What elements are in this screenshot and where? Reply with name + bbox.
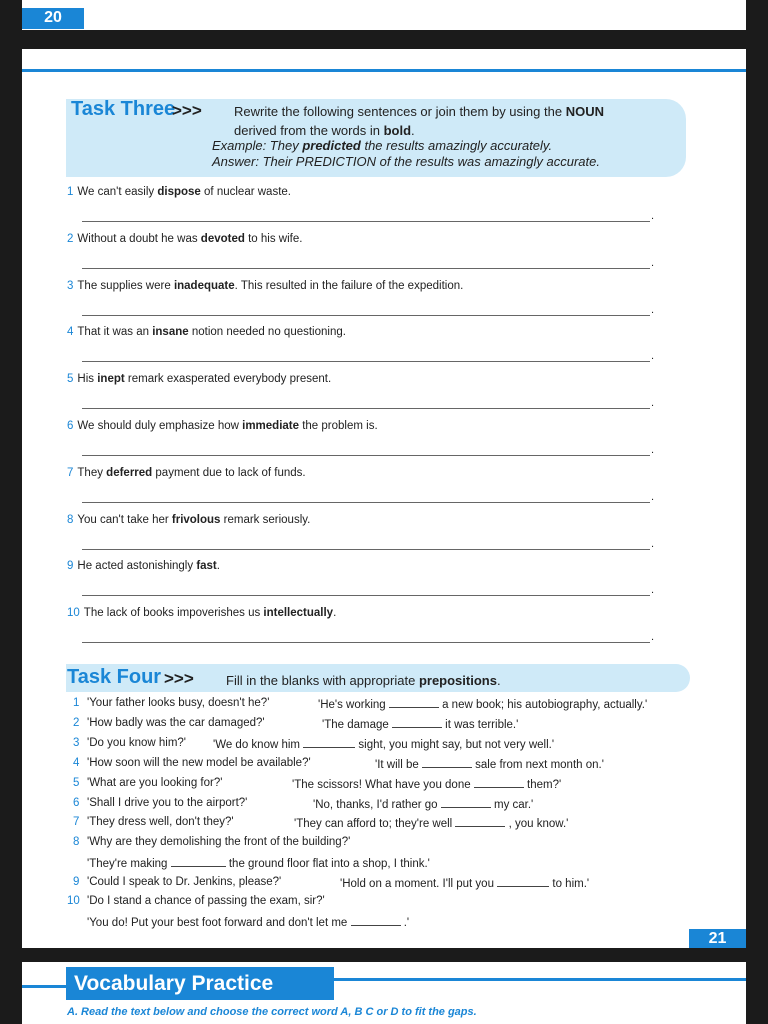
task-four-question: 'Your father looks busy, doesn't he?' <box>87 697 270 709</box>
task-four-response <box>294 816 568 830</box>
response-text-post: them?' <box>527 779 562 791</box>
task-three-item <box>67 233 302 245</box>
item-text-pre: The supplies were <box>77 279 174 292</box>
item-text-post: . This resulted in the failure of the expedition. <box>234 279 464 292</box>
response-text-pre: 'They're making <box>87 858 168 870</box>
task-three-item <box>67 420 378 432</box>
task-four-item-number: 9 <box>73 876 80 888</box>
page-number-main: 21 <box>689 929 746 948</box>
response-text-pre: 'He's working <box>318 699 386 711</box>
answer-line[interactable] <box>82 361 650 362</box>
answer-line-end: . <box>651 256 655 269</box>
task-three-title: Task Three <box>71 98 176 120</box>
answer-line[interactable] <box>82 315 650 316</box>
task-four-response <box>375 757 604 771</box>
task-four-response <box>318 697 647 711</box>
item-text-post: of nuclear waste. <box>200 186 291 198</box>
blank-gap[interactable] <box>389 697 439 708</box>
task-four-response <box>340 876 589 890</box>
response-text-pre: 'They can afford to; they're well <box>294 818 453 830</box>
task-three-item <box>67 186 291 198</box>
item-number: 7 <box>67 466 74 479</box>
item-number: 10 <box>67 607 80 620</box>
item-number: 4 <box>67 326 74 339</box>
task-three-answer: Answer: Their PREDICTION of the results was amazingly accurate. <box>212 154 600 169</box>
page-number-top: 20 <box>22 8 84 29</box>
blank-gap[interactable] <box>303 737 355 748</box>
item-text-pre: Without a doubt he was <box>77 232 201 245</box>
item-bold-word: intellectually <box>263 607 334 620</box>
answer-line-end: . <box>651 631 655 644</box>
item-text-pre: They <box>77 466 107 479</box>
task-four-response <box>87 856 430 870</box>
task-three-item <box>67 326 346 338</box>
blank-gap[interactable] <box>351 915 401 926</box>
answer-line-end: . <box>651 444 655 456</box>
item-text-post: the problem is. <box>299 420 378 432</box>
item-bold-word: immediate <box>242 420 300 432</box>
task-four-response <box>313 797 533 811</box>
blank-gap[interactable] <box>497 876 549 887</box>
item-bold-word: fast <box>196 560 217 573</box>
item-number: 1 <box>67 186 74 198</box>
task-four-item-number: 6 <box>73 797 80 809</box>
task-four-arrows: >>> <box>164 669 194 688</box>
item-text-post: . <box>333 607 337 620</box>
answer-line[interactable] <box>82 595 650 596</box>
task-three-item <box>67 514 310 526</box>
task-four-question: 'Why are they demolishing the front of the building?' <box>87 836 351 848</box>
response-text-post: it was terrible.' <box>445 719 519 731</box>
task-four-question: 'How badly was the car damaged?' <box>87 717 265 729</box>
answer-line[interactable] <box>82 221 650 222</box>
response-text-post: a new book; his autobiography, actually.' <box>442 699 648 711</box>
task-four-title: Task Four <box>67 666 162 688</box>
main-page <box>22 49 746 948</box>
response-text-pre: 'The damage <box>322 719 389 731</box>
task-four-question: 'What are you looking for?' <box>87 777 223 789</box>
response-text-post: the ground floor flat into a shop, I think.' <box>228 858 430 870</box>
task-three-item <box>67 607 336 619</box>
answer-line-end: . <box>651 490 655 503</box>
item-number: 2 <box>67 232 74 245</box>
task-three-item <box>67 467 306 479</box>
response-text-post: sale from next month on.' <box>475 759 604 771</box>
vocabulary-instruction: A. Read the text below and choose the correct word A, B C or D to fit the gaps. <box>67 1006 477 1018</box>
response-text-pre: 'You do! Put your best foot forward and don't let me <box>87 917 348 929</box>
item-text-pre: He acted astonishingly <box>77 560 197 573</box>
task-three-instruction-line2: derived from the words in bold. <box>234 123 415 138</box>
item-bold-word: dispose <box>157 186 201 198</box>
task-three-arrows: >>> <box>172 101 202 120</box>
blank-gap[interactable] <box>392 717 442 728</box>
response-text-pre: 'Hold on a moment. I'll put you <box>340 878 494 890</box>
task-four-question: 'Do you know him?' <box>87 737 186 749</box>
task-four-response <box>87 915 409 929</box>
item-text-post: . <box>216 560 220 573</box>
response-text-pre: 'We do know him <box>213 739 300 751</box>
task-four-instruction: Fill in the blanks with appropriate prepositions. <box>226 673 501 688</box>
item-text-pre: We can't easily <box>77 186 158 198</box>
task-four-item-number: 4 <box>73 757 80 769</box>
previous-page <box>22 0 746 30</box>
task-three-instruction-line1: Rewrite the following sentences or join them by using the NOUN <box>234 104 604 119</box>
item-text-post: remark seriously. <box>220 513 311 526</box>
response-text-post: , you know.' <box>508 818 569 830</box>
item-bold-word: insane <box>152 326 189 339</box>
answer-line-end: . <box>651 210 655 222</box>
task-four-item-number: 3 <box>73 737 80 749</box>
item-bold-word: deferred <box>106 466 153 479</box>
task-four-response <box>322 717 518 731</box>
item-text-post: to his wife. <box>244 232 303 245</box>
answer-line[interactable] <box>82 642 650 643</box>
response-text-pre: 'The scissors! What have you done <box>292 779 471 791</box>
answer-line[interactable] <box>82 549 650 550</box>
task-four-question: 'Do I stand a chance of passing the exam, sir?' <box>87 895 325 907</box>
item-text-pre: The lack of books impoverishes us <box>83 607 264 620</box>
item-text-post: notion needed no questioning. <box>188 326 346 339</box>
item-text-pre: You can't take her <box>77 513 172 526</box>
vocabulary-practice-title: Vocabulary Practice <box>66 967 334 1000</box>
task-three-item <box>67 560 220 572</box>
task-three-item <box>67 373 331 385</box>
response-text-pre: 'No, thanks, I'd rather go <box>313 799 438 811</box>
task-four-item-number: 8 <box>73 836 80 848</box>
item-text-post: payment due to lack of funds. <box>152 466 306 479</box>
item-bold-word: devoted <box>200 232 245 245</box>
task-four-item-number: 10 <box>67 895 80 907</box>
response-text-post: my car.' <box>493 799 534 811</box>
item-bold-word: frivolous <box>171 513 221 526</box>
task-four-question: 'They dress well, don't they?' <box>87 816 234 828</box>
task-three-example: Example: They predicted the results amazingly accurately. <box>212 138 553 153</box>
item-text-pre: That it was an <box>77 326 153 339</box>
blank-gap[interactable] <box>171 856 226 867</box>
response-text-post: to him.' <box>552 878 590 890</box>
item-text-post: remark exasperated everybody present. <box>124 373 332 386</box>
page-top-rule <box>22 69 746 72</box>
task-four-item-number: 5 <box>73 777 80 789</box>
answer-line[interactable] <box>82 268 650 269</box>
vocab-rule-left <box>22 985 66 988</box>
task-four-question: 'Shall I drive you to the airport?' <box>87 797 248 809</box>
answer-line[interactable] <box>82 408 650 409</box>
task-four-response <box>292 777 561 791</box>
blank-gap[interactable] <box>422 757 472 768</box>
item-text-pre: We should duly emphasize how <box>77 420 243 432</box>
answer-line[interactable] <box>82 502 650 503</box>
vocab-rule-right <box>334 978 746 981</box>
item-bold-word: inept <box>97 373 125 386</box>
blank-gap[interactable] <box>441 797 491 808</box>
answer-line-end: . <box>651 584 655 597</box>
task-four-item-number: 2 <box>73 717 80 729</box>
item-bold-word: inadequate <box>173 279 235 292</box>
task-four-response <box>213 737 554 751</box>
item-number: 3 <box>67 279 74 292</box>
item-number: 9 <box>67 560 74 573</box>
response-text-post: sight, you might say, but not very well.' <box>358 739 555 751</box>
item-number: 6 <box>67 420 74 432</box>
task-four-item-number: 7 <box>73 816 80 828</box>
response-text-post: .' <box>403 917 410 929</box>
answer-line-end: . <box>651 397 655 410</box>
response-text-pre: 'It will be <box>375 759 419 771</box>
answer-line-end: . <box>651 350 655 363</box>
answer-line-end: . <box>651 537 655 550</box>
task-four-question: 'How soon will the new model be available?' <box>87 757 311 769</box>
item-text-pre: His <box>77 373 98 386</box>
item-number: 5 <box>67 373 74 386</box>
task-four-question: 'Could I speak to Dr. Jenkins, please?' <box>87 876 282 888</box>
answer-line-end: . <box>651 303 655 316</box>
task-four-item-number: 1 <box>73 697 80 709</box>
blank-gap[interactable] <box>474 777 524 788</box>
task-three-item <box>67 280 463 292</box>
answer-line[interactable] <box>82 455 650 456</box>
blank-gap[interactable] <box>455 816 505 827</box>
item-number: 8 <box>67 513 74 526</box>
